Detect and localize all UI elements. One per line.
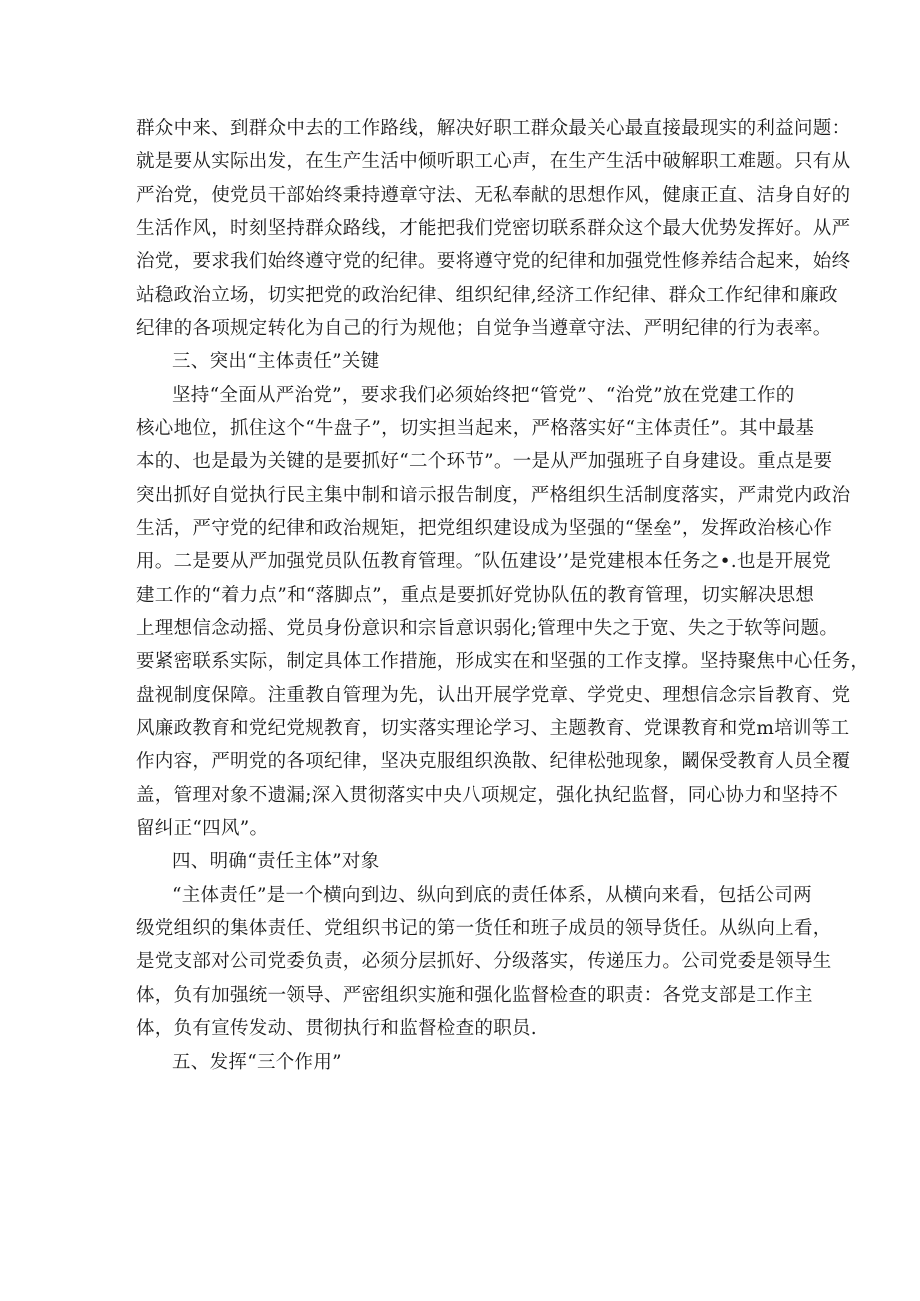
- text-line: 盖，管理对象不遗漏;深入贯彻落实中央八项规定，强化执纪监督，同心协力和坚持不: [136, 785, 839, 806]
- text-line: 生活作风，时刻坚持群众路线，才能把我们党密切联系群众这个最大优势发挥好。从严: [136, 218, 851, 239]
- text-line: 治党，要求我们始终遵守党的纪律。要将遵守党的纪律和加强党性修养结合起来，始终: [136, 251, 851, 272]
- text-line: 就是要从实际出发，在生产生活中倾听职工心声，在生产生活中破解职工难题。只有从: [136, 151, 851, 172]
- paragraph-first-line: “主体责任”是一个横向到边、纵向到底的责任体系，从横向来看，包括公司两: [172, 885, 812, 906]
- text-line: 上理想信念动摇、党员身份意识和宗旨意识弱化;管理中失之于宽、失之于软等问题。: [136, 618, 839, 639]
- text-line: 体，负有宣传发动、贯彻执行和监督检查的职员.: [136, 1018, 537, 1039]
- text-line: 体，负有加强统一领导、严密组织实施和强化监督检查的职责：各党支部是工作主: [136, 985, 813, 1006]
- section-heading: 三、突出“主体责任”关键: [172, 351, 380, 372]
- text-line: 站稳政治立场，切实把党的政治纪律、组织纪律,经济工作纪律、群众工作纪律和廉政: [136, 285, 838, 306]
- text-line: 群众中来、到群众中去的工作路线，解决好职工群众最关心最直接最现实的利益问题：: [136, 118, 851, 139]
- text-line: 要紧密联系实际，制定具体工作措施，形成实在和坚强的工作支撑。坚持聚焦中心任务，: [136, 651, 870, 672]
- text-line: 本的、也是最为关键的是要抓好“二个环节”。一是从严加强班子自身建设。重点是要: [136, 451, 833, 472]
- text-line: 建工作的“着力点”和“落脚点”，重点是要抓好党协队伍的教育管理，切实解决思想: [136, 585, 815, 606]
- text-line: 留纠正“四风”。: [136, 818, 269, 839]
- text-line: 严治党，使党员干部始终秉持遵章守法、无私奉献的思想作风，健康正直、洁身自好的: [136, 185, 851, 206]
- text-line: 盘视制度保障。注重教自管理为先，认出开展学党章、学党史、理想信念宗旨教育、党: [136, 685, 851, 706]
- section-heading: 五、发挥“三个作用”: [172, 1052, 342, 1073]
- paragraph-first-line: 坚持“全面从严治党”，要求我们必须始终把“管党”、“治党”放在党建工作的: [172, 385, 795, 406]
- text-line: 生活，严守党的纪律和政治规矩，把党组织建设成为坚强的“堡垒”，发挥政治核心作: [136, 518, 833, 539]
- text-line: 核心地位，抓住这个“牛盘子”，切实担当起来，严格落实好“主体责任”。其中最基: [136, 418, 815, 439]
- text-line: 风廉政教育和党纪党规教育，切实落实理论学习、主题教育、党课教育和党m培训等工: [136, 718, 850, 739]
- text-line: 用。二是要从严加强党员队伍教育管理。″队伍建设’’是党建根本任务之•.也是开展党: [136, 551, 831, 572]
- text-line: 是党支部对公司党委负责，必须分层抓好、分级落实，传递压力。公司党委是领导生: [136, 951, 832, 972]
- text-line: 突出抓好自觉执行民主集中制和谙示报告制度，严格组织生活制度落实，严肃党内政治: [136, 485, 851, 506]
- text-line: 作内容，严明党的各项纪律，坚决克服组织涣散、纪律松弛现象，鬫保受教育人员全覆: [136, 751, 851, 772]
- text-line: 级党组织的集体责任、党组织书记的第一货任和班子成员的领导货任。从纵向上看，: [136, 918, 832, 939]
- text-line: 纪律的各项规定转化为自己的行为规他；自觉争当遵章守法、严明纪律的行为表率。: [136, 318, 832, 339]
- section-heading: 四、明确“责任主体”对象: [172, 851, 380, 872]
